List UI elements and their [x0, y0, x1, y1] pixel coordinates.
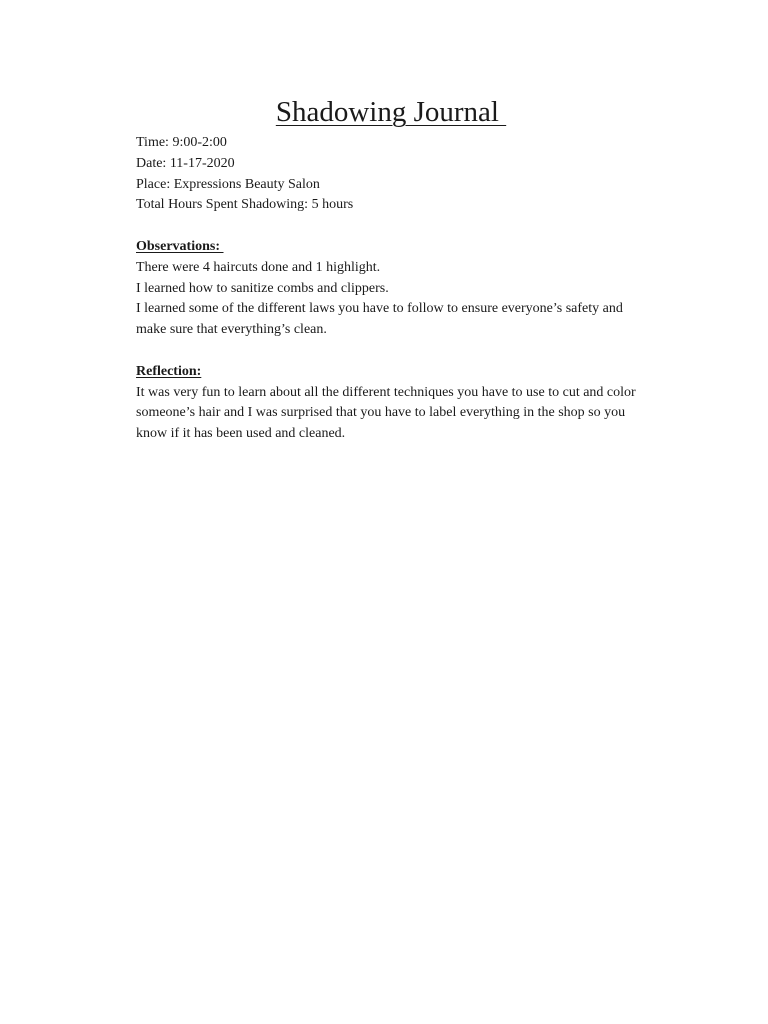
reflection-line: It was very fun to learn about all the different techniques you have to use to cut and color: [136, 384, 636, 400]
reflection-line: someone’s hair and I was surprised that you have to label everything in the shop so you: [136, 405, 626, 421]
document-title: Shadowing Journal: [275, 96, 507, 128]
reflection-section: [136, 362, 676, 445]
spacer: [136, 341, 676, 362]
place-line: Place: Expressions Beauty Salon: [136, 176, 320, 192]
observations-heading: Observations:: [136, 238, 224, 254]
spacer: [136, 216, 676, 237]
observation-line: I learned how to sanitize combs and clippers.: [136, 280, 389, 296]
document-body: [136, 133, 676, 445]
observations-section: [136, 237, 676, 341]
reflection-line: know if it has been used and cleaned.: [136, 426, 346, 442]
observation-line: make sure that everything’s clean.: [136, 322, 327, 338]
time-line: Time: 9:00-2:00: [136, 135, 227, 150]
total-hours-line: Total Hours Spent Shadowing: 5 hours: [136, 197, 354, 213]
date-line: Date: 11-17-2020: [136, 155, 235, 171]
details-section: [136, 133, 676, 216]
observation-line: I learned some of the different laws you have to follow to ensure everyone’s safety and: [136, 301, 623, 317]
observation-line: There were 4 haircuts done and 1 highlight.: [136, 259, 381, 275]
reflection-heading: Reflection:: [136, 363, 202, 379]
